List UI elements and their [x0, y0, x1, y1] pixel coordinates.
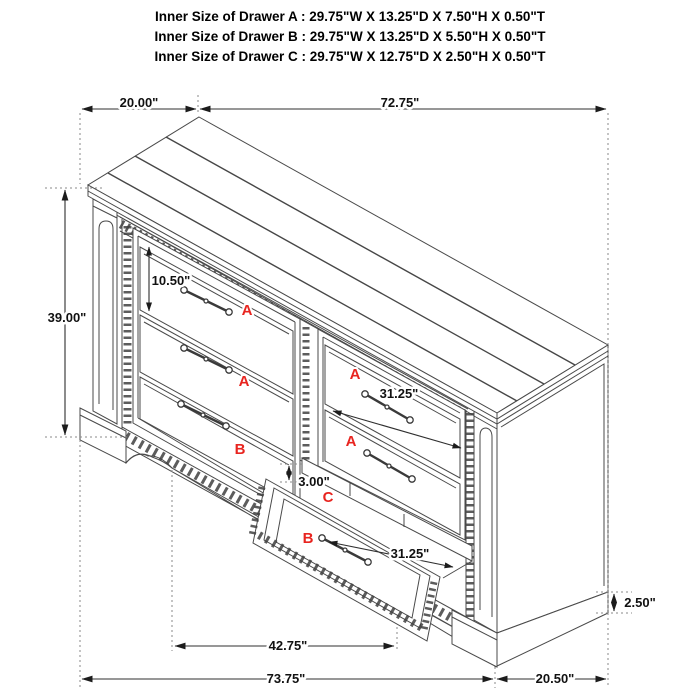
label-drawer-b-open: B [302, 530, 314, 547]
label-drawer-a-right-middle: A [345, 433, 357, 450]
label-drawer-b-left-bottom: B [234, 441, 246, 458]
label-drawer-a-right-top: A [349, 366, 361, 383]
title-line-drawer-b: Inner Size of Drawer B : 29.75"W X 13.25"D X 5.50"H X 0.50"T [154, 29, 546, 44]
dresser-drawing [80, 117, 608, 667]
dim-top-width: 72.75" [380, 95, 420, 110]
dim-overall-depth: 20.50" [535, 671, 575, 686]
label-drawer-c: C [322, 489, 334, 506]
right-rope-strip [466, 410, 474, 622]
dim-top-depth: 20.00" [119, 95, 159, 110]
left-pillar [93, 199, 117, 424]
center-stile [300, 319, 318, 470]
title-line-drawer-a: Inner Size of Drawer A : 29.75"W X 13.25"D X 7.50"H X 0.50"T [154, 9, 546, 24]
label-drawer-a-left-middle: A [238, 373, 250, 390]
dim-open-drawer-face-width: 42.75" [268, 638, 308, 653]
dim-height: 39.00" [47, 310, 87, 325]
dim-drawer-c-front-height: 3.00" [298, 474, 330, 489]
dim-drawer-a-front-height: 10.50" [151, 273, 191, 288]
dim-base-trim-height: 2.50" [624, 595, 656, 610]
title-block [154, 9, 546, 64]
dim-overall-width: 73.75" [266, 671, 306, 686]
title-line-drawer-c: Inner Size of Drawer C : 29.75"W X 12.75"D X 2.50"H X 0.50"T [154, 49, 546, 64]
dim-right-bank-drawer-width: 31.25" [379, 386, 419, 401]
label-drawer-a-left-top: A [241, 302, 253, 319]
left-rope-strip [122, 219, 133, 428]
dim-open-drawer-width: 31.25" [390, 546, 430, 561]
